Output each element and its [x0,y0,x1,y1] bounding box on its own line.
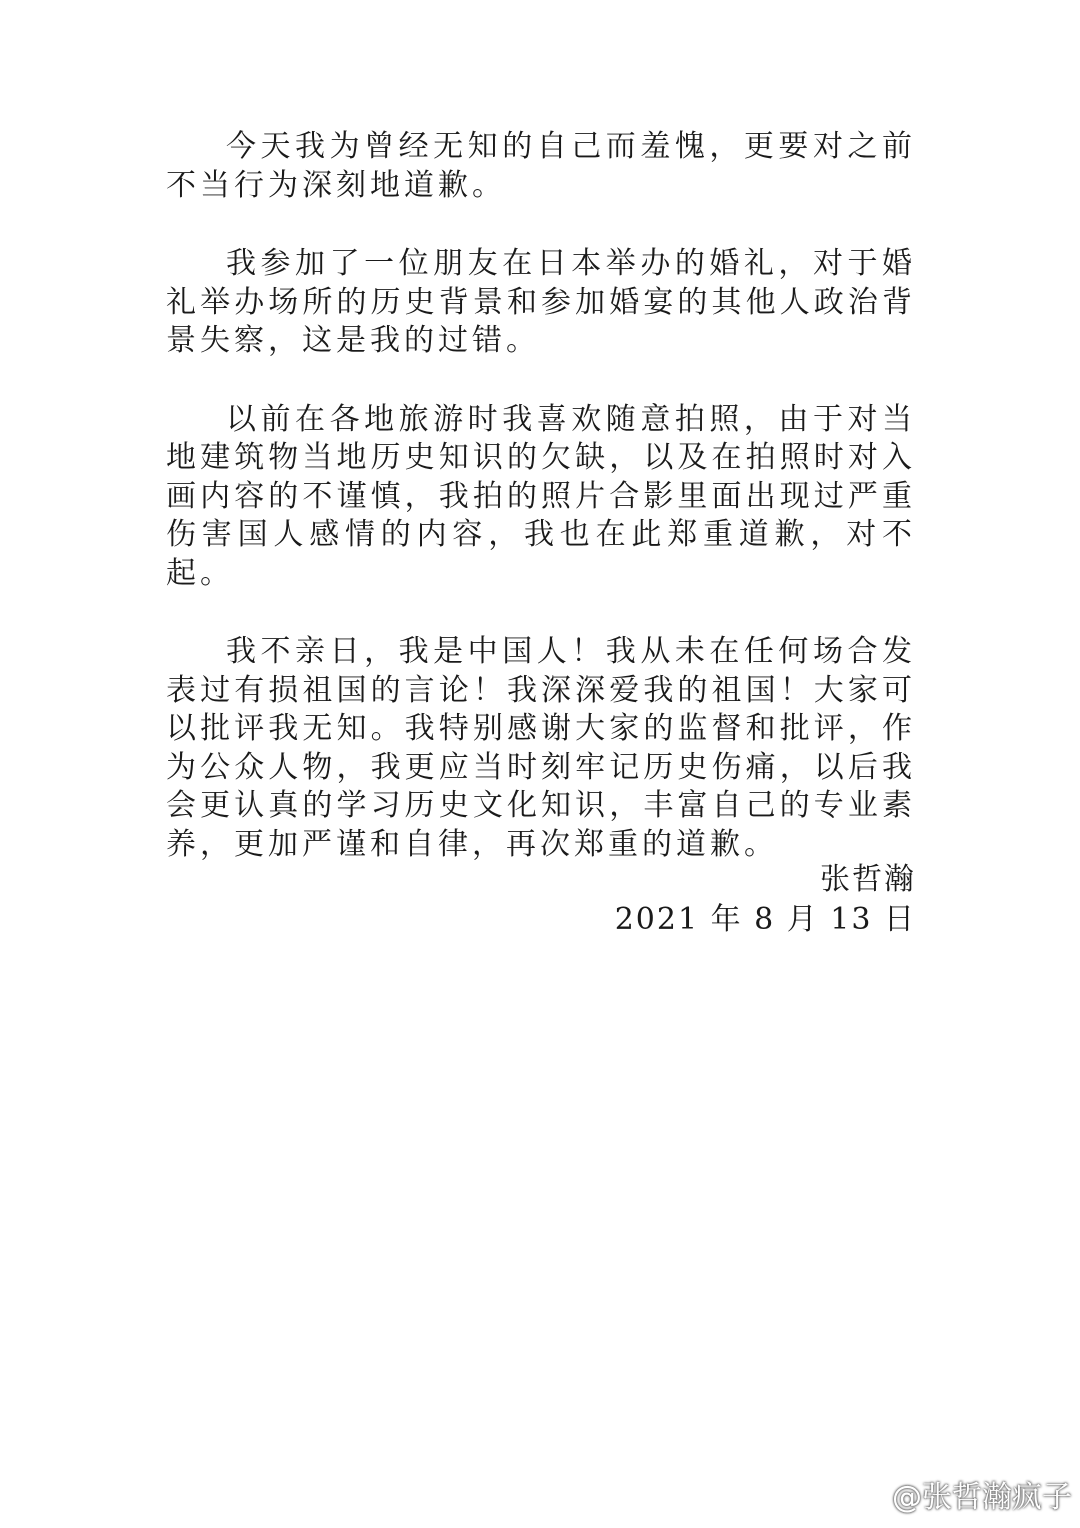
weibo-watermark [846,1472,1072,1516]
signature-date: 2021 年 8 月 13 日 [614,902,916,937]
letter-paragraph-2: 我参加了一位朋友在日本举办的婚礼，对于婚礼举办场所的历史背景和参加婚宴的其他人政治背景失察，这是我的过错。 [166,246,916,358]
signature-block [615,860,916,940]
watermark-text: @张哲瀚疯子 [892,1480,1072,1515]
letter-paragraph-3: 以前在各地旅游时我喜欢随意拍照，由于对当地建筑物当地历史知识的欠缺，以及在拍照时对入画内容的不谨慎，我拍的照片合影里面出现过严重伤害国人感情的内容，我也在此郑重道歉，对不起。 [166,401,916,591]
weibo-icon [846,1478,886,1510]
letter-paragraph-4: 我不亲日，我是中国人！我从未在任何场合发表过有损祖国的言论！我深深爱我的祖国！大家可以批评我无知。我特别感谢大家的监督和批评，作为公众人物，我更应当时刻牢记历史伤痛，以后我会更认真的学习历史文化知识，丰富自己的专业素养，更加严谨和自律，再次郑重的道歉。 [166,634,916,862]
letter-paragraph-1: 今天我为曾经无知的自己而羞愧，更要对之前不当行为深刻地道歉。 [166,129,916,203]
signature-name: 张哲瀚 [820,862,916,897]
apology-letter [166,128,916,904]
